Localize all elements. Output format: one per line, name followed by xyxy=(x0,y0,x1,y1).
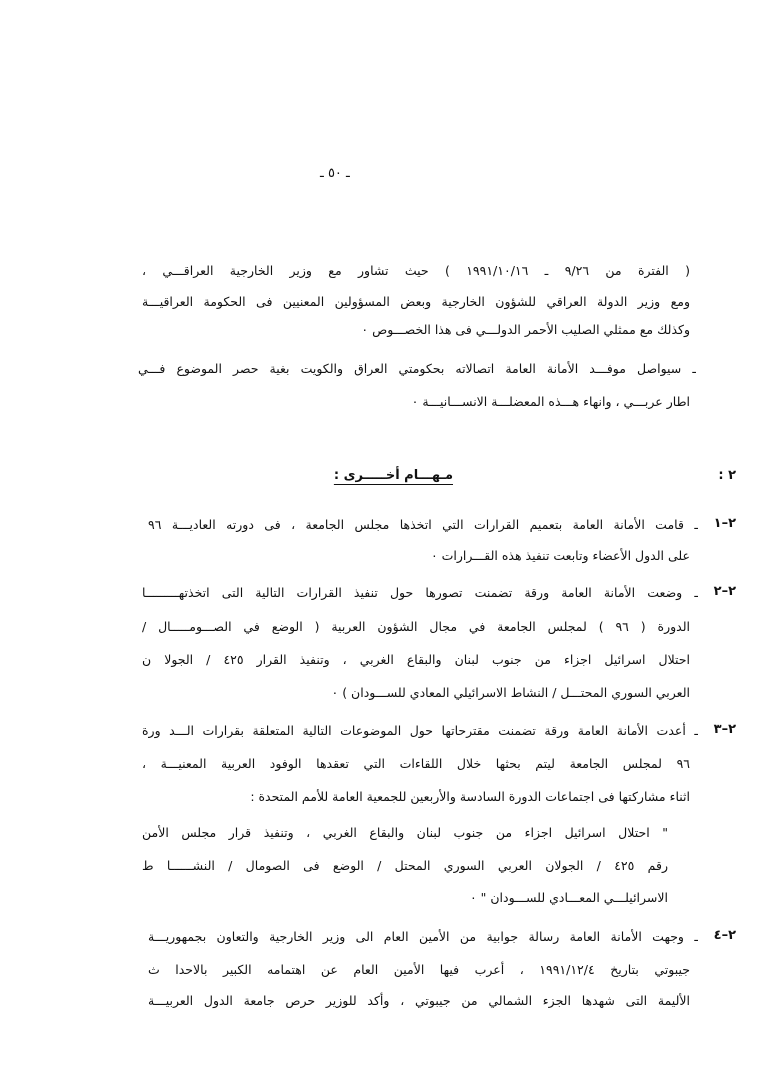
item-number: ٢–٣ xyxy=(713,722,736,737)
item-line: ـ وجهت الأمانة العامة رسالة جوابية من الأمين العام الى وزير الخارجية والتعاون بجمهوريـــة xyxy=(148,929,698,944)
item-line: الأليمة التى شهدها الجزء الشمالي من جيبوتي ، وأكد للوزير حرص جامعة الدول العربيـــة xyxy=(148,993,690,1008)
intro-line: ( الفترة من ٩/٢٦ ـ ١٩٩١/١٠/١٦ ) حيث تشاور مع وزير الخارجية العراقـــي ، xyxy=(142,263,690,278)
bullet-line: ـ سيواصل موفـــد الأمانة العامة اتصالاته بحكومتي العراق والكويت بغية حصر الموضوع فـــي xyxy=(138,361,696,376)
item-number: ٢–٢ xyxy=(713,584,736,599)
item-line: على الدول الأعضاء وتابعت تنفيذ هذه القـــرارات ٠ xyxy=(430,548,690,563)
bullet-line: اطار عربـــي ، وانهاء هـــذه المعضلـــة الانســـانيـــة ٠ xyxy=(411,394,690,409)
section-heading-text: مـهـــام أخـــــرى : xyxy=(333,468,453,483)
quote-line: الاسرائيلـــي المعـــادي للســـودان " ٠ xyxy=(469,890,668,905)
section-number: ٢ : xyxy=(718,468,736,483)
item-number: ٢–١ xyxy=(713,516,736,531)
intro-line: ومع وزير الدولة العراقي للشؤون الخارجية وبعض المسؤولين المعنيين فى الحكومة العراقيـــة xyxy=(142,294,690,309)
item-line: ـ أعدت الأمانة العامة ورقة تضمنت مقترحاتها حول الموضوعات التالية المتعلقة بقرارات الـــد ورة xyxy=(142,723,698,738)
quote-line: " احتلال اسرائيل اجزاء من جنوب لبنان والبقاع الغربي ، وتنفيذ قرار مجلس الأمن xyxy=(142,825,668,840)
item-line: ٩٦ لمجلس الجامعة ليتم بحثها خلال اللقاءات التي تعقدها الوفود العربية المعنيـــة ، xyxy=(142,756,690,771)
item-line: احتلال اسرائيل اجزاء من جنوب لبنان والبقاع الغربي ، وتنفيذ القرار ٤٢٥ / الجولا ن xyxy=(142,652,690,667)
item-number: ٢–٤ xyxy=(713,928,736,943)
section-heading xyxy=(334,468,453,483)
quote-line: رقم ٤٢٥ / الجولان العربي السوري المحتل / الوضع فى الصومال / النشــــــا ط xyxy=(142,858,668,873)
item-line: ـ قامت الأمانة العامة بتعميم القرارات التي اتخذها مجلس الجامعة ، فى دورته العاديـــة ٩٦ xyxy=(148,517,698,532)
item-line: العربي السوري المحتـــل / النشاط الاسرائيلي المعادي للســـودان ) ٠ xyxy=(331,685,690,700)
item-line: اثناء مشاركتها فى اجتماعات الدورة السادسة والأربعين للجمعية العامة للأمم المتحدة : xyxy=(250,789,690,804)
item-line: ـ وضعت الأمانة العامة ورقة تضمنت تصورها حول تنفيذ القرارات التالية التى اتخذتهـــــــــا xyxy=(142,585,698,600)
item-line: جيبوتي بتاريخ ١٩٩١/١٢/٤ ، أعرب فيها الأمين العام عن اهتمامه الكبير بالاحدا ث xyxy=(148,962,690,977)
item-line: الدورة ( ٩٦ ) لمجلس الجامعة في مجال الشؤون العربية ( الوضع في الصـــومـــــال / xyxy=(142,619,690,634)
intro-line: وكذلك مع ممثلي الصليب الأحمر الدولـــي فى هذا الخصـــوص ٠ xyxy=(361,322,690,337)
page-number: ـ ٥٠ ـ xyxy=(320,166,350,181)
